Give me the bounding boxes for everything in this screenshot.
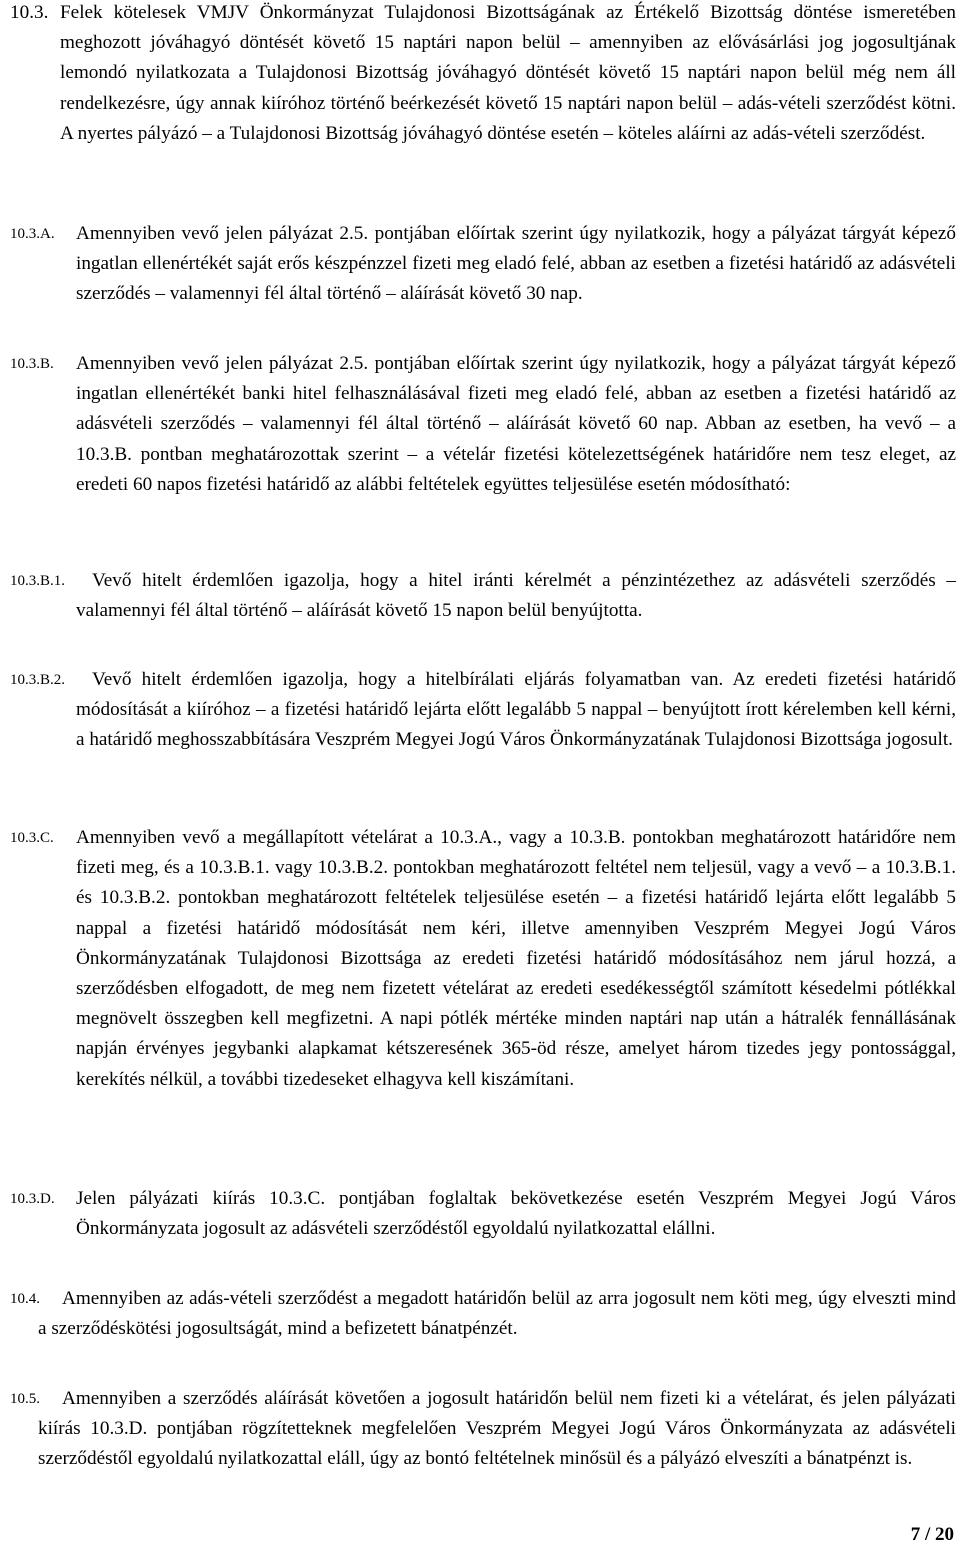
- section-10-3-b-2: [76, 665, 956, 756]
- section-number-10-3-b: 10.3.B.: [10, 356, 54, 372]
- section-10-5-text: Amennyiben a szerződés aláírását követően a jogosult határidőn belül nem fizeti ki a vételárat, és jelen pályázati kiírás 10.3.D. pontjában rögzítetteknek megfelelően Veszprém Megyei Jogú Város Önkormányzata az adásvételi szerződéstől egyoldalú nyilatkozattal eláll, úgy az bontó feltételnek minősül és a pályázó elveszíti a bánatpénzt is.: [38, 1388, 956, 1470]
- section-10-3-b-1-text: Vevő hitelt érdemlően igazolja, hogy a hitel iránti kérelmét a pénzintézethez az adásvételi szerződés – valamennyi fél által történő – aláírását követő 15 napon belül benyújtotta.: [76, 570, 956, 622]
- section-10-3-d-text: Jelen pályázati kiírás 10.3.C. pontjában foglaltak bekövetkezése esetén Veszprém Megyei Jogú Város Önkormányzata jogosult az adásvételi szerződéstől egyoldalú nyilatkozattal elállni.: [76, 1188, 956, 1240]
- section-number-10-3: 10.3.: [10, 2, 49, 23]
- section-10-3-c: [76, 823, 956, 1095]
- section-number-10-3-c: 10.3.C.: [10, 830, 54, 846]
- section-10-5: [38, 1384, 956, 1475]
- section-10-3-b-text: Amennyiben vevő jelen pályázat 2.5. pontjában előírtak szerint úgy nyilatkozik, hogy a pályázat tárgyát képező ingatlan ellenértékét banki hitel felhasználásával fizeti meg eladó felé, abban az esetben a fizetési határidő az adásvételi szerződés – valamennyi fél által történő – aláírását követő 60 nap. Abban az esetben, ha vevő – a 10.3.B. pontban meghatározottak szerint – a vételár fizetési kötelezettségének határidőre nem tesz eleget, az eredeti 60 napos fizetési határidő az alábbi feltételek együttes teljesülése esetén módosítható:: [76, 353, 956, 495]
- section-10-3-a: [76, 219, 956, 310]
- section-10-3-text: Felek kötelesek VMJV Önkormányzat Tulajdonosi Bizottságának az Értékelő Bizottság döntése ismeretében meghozott jóváhagyó döntését követő 15 naptári napon belül – amennyiben az elővásárlási jog jogosultjának lemondó nyilatkozata a Tulajdonosi Bizottság jóváhagyó döntését követő 15 naptári napon belül még nem áll rendelkezésre, úgy annak kiíróhoz történő beérkezését követő 15 naptári napon belül – adás-vételi szerződést kötni. A nyertes pályázó – a Tulajdonosi Bizottság jóváhagyó döntése esetén – köteles aláírni az adás-vételi szerződést.: [60, 2, 956, 144]
- section-number-10-3-a: 10.3.A.: [10, 226, 55, 242]
- section-number-10-4: 10.4.: [10, 1291, 40, 1307]
- section-10-3: [60, 0, 956, 149]
- section-number-10-3-b-2: 10.3.B.2.: [10, 672, 66, 688]
- section-10-3-b: [76, 349, 956, 500]
- section-10-3-c-text: Amennyiben vevő a megállapított vételárat a 10.3.A., vagy a 10.3.B. pontokban meghatározott határidőre nem fizeti meg, és a 10.3.B.1. vagy 10.3.B.2. pontokban meghatározott feltétel nem teljesül, vagy a vevő – a 10.3.B.1. és 10.3.B.2. pontokban meghatározott feltételek teljesülése esetén – a fizetési határidő lejárta előtt legalább 5 nappal a fizetési határidő módosítását nem kéri, illetve amennyiben Veszprém Megyei Jogú Város Önkormányzatának Tulajdonosi Bizottsága az eredeti fizetési határidő módosításához nem járul hozzá, a szerződésben elfogadott, de meg nem fizetett vételárat az eredeti esedékességtől számított késedelmi pótlékkal megnövelt összegben kell megfizetni. A napi pótlék mértéke minden naptári nap után a hátralék fennállásának napján érvényes jegybanki alapkamat kétszeresének 365-öd része, amelyet három tizedes jegy pontossággal, kerekítés nélkül, a további tizedeseket elhagyva kell kiszámítani.: [76, 827, 956, 1090]
- section-number-10-3-b-1: 10.3.B.1.: [10, 573, 66, 589]
- section-10-3-b-2-text: Vevő hitelt érdemlően igazolja, hogy a hitelbírálati eljárás folyamatban van. Az eredeti fizetési határidő módosítását a kiíróhoz – a fizetési határidő lejárta előtt legalább 5 nappal – benyújtott írott kérelemben kell kérni, a határidő meghosszabbítására Veszprém Megyei Jogú Város Önkormányzatának Tulajdonosi Bizottsága jogosult.: [76, 669, 956, 751]
- section-number-10-5: 10.5.: [10, 1391, 40, 1407]
- section-10-4: [38, 1284, 956, 1344]
- section-10-3-d: [76, 1184, 956, 1244]
- section-10-4-text: Amennyiben az adás-vételi szerződést a megadott határidőn belül az arra jogosult nem köti meg, úgy elveszti mind a szerződéskötési jogosultságát, mind a befizetett bánatpénzét.: [38, 1288, 956, 1340]
- page-number: 7 / 20: [910, 1524, 954, 1545]
- section-number-10-3-d: 10.3.D.: [10, 1191, 55, 1207]
- section-10-3-a-text: Amennyiben vevő jelen pályázat 2.5. pontjában előírtak szerint úgy nyilatkozik, hogy a pályázat tárgyát képező ingatlan ellenértékét saját erős készpénzzel fizeti meg eladó felé, abban az esetben a fizetési határidő az adásvételi szerződés – valamennyi fél által történő – aláírását követő 30 nap.: [76, 223, 956, 305]
- section-10-3-b-1: [76, 566, 956, 626]
